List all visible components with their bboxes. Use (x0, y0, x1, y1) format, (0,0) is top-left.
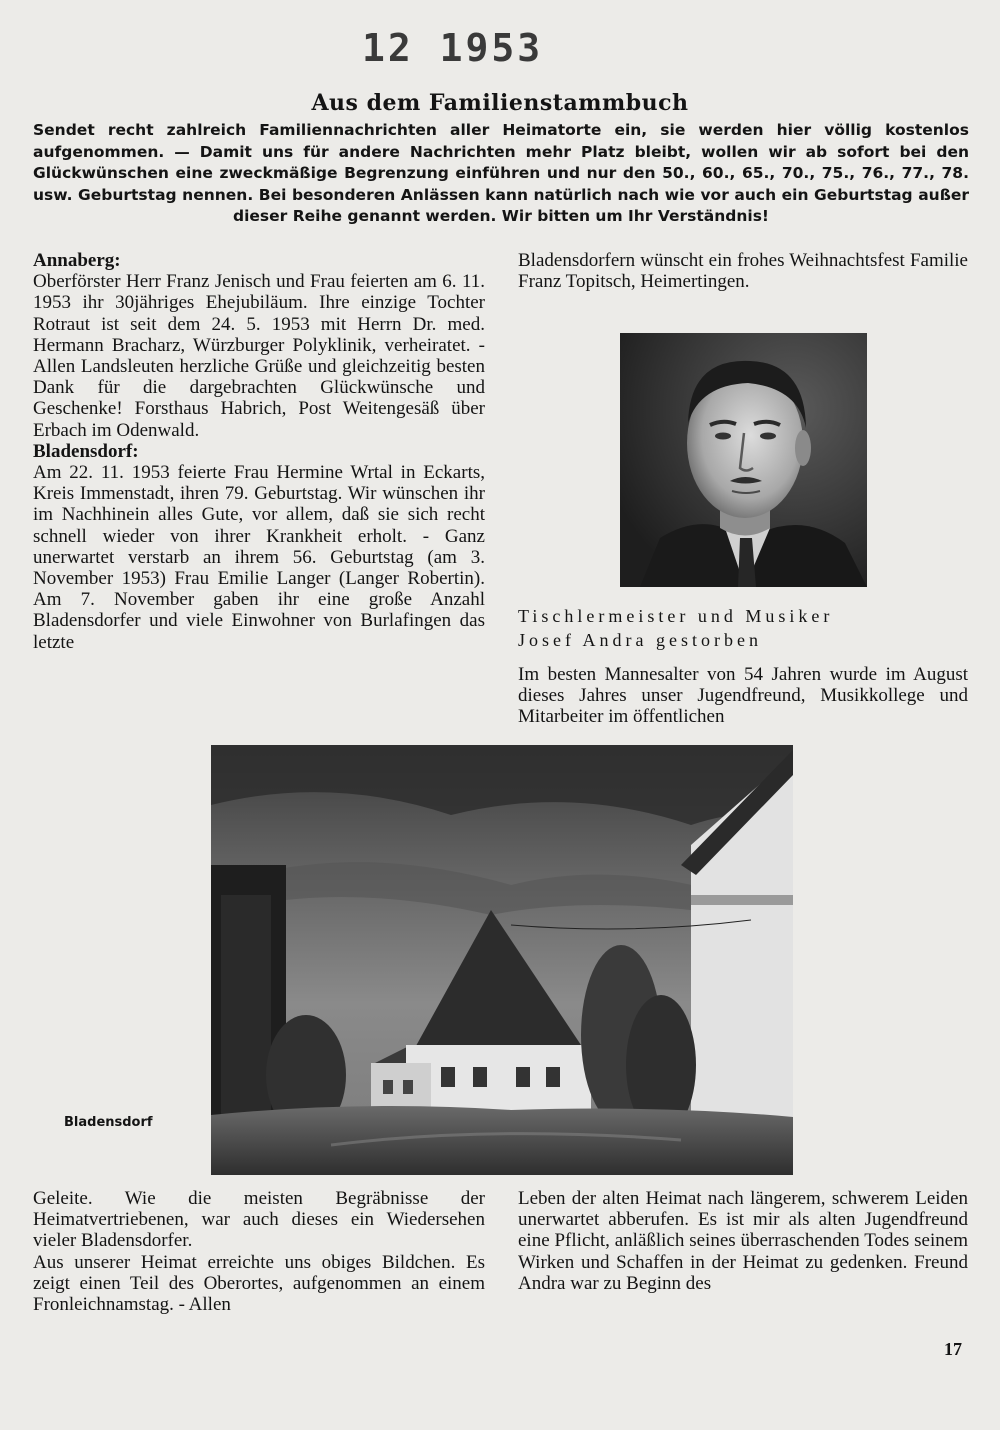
intro-notice: Sendet recht zahlreich Familiennachrichten aller Heimatorte ein, sie werden hier völlig kostenlos aufgenommen. — Damit uns für andere Nachrichten mehr Platz bleibt, wollen wir ab sofort bei den Glückwünschen eine zweckmäßige Begrenzung einführen und nur den 50., 60., 65., 70., 75., 76., 77., 78. usw. Geburtstag nennen. Bei besonderen Anlässen kann natürlich nach wie vor auch ein Geburtstag außer dieser Reihe genannt werden. Wir bitten um Ihr Verständnis! (33, 121, 969, 225)
obituary-text-start (518, 664, 968, 728)
right-column-bottom (518, 1188, 968, 1294)
issue-stamp: 12 1953 (362, 26, 544, 70)
left-column-bottom (33, 1188, 485, 1315)
christmas-greeting-text: Bladensdorfern wünscht ein frohes Weihnachtsfest Familie Franz Topitsch, Heimertingen. (518, 250, 968, 293)
photo-caption: Bladensdorf (64, 1115, 153, 1130)
page-number: 17 (944, 1339, 962, 1359)
section-heading-annaberg: Annaberg: (33, 250, 121, 271)
section-heading-bladensdorf: Bladensdorf: (33, 440, 139, 462)
obituary-text-continued: Leben der alten Heimat nach längerem, schwerem Leiden unerwartet abberufen. Es ist mir als alten Jugendfreund eine Pflicht, anläßlich seines überraschenden Todes seinem Wirken und Schaffen in der Heimat zu gedenken. Freund Andra war zu Beginn des (518, 1188, 968, 1294)
obituary-caption (518, 604, 968, 652)
village-image (211, 745, 793, 1175)
bladensdorf-text-continued: Geleite. Wie die meisten Begräbnisse der Heimatvertriebenen, war auch dieses ein Wiedersehen vieler Bladensdorfer. (33, 1188, 485, 1252)
photo-description-text: Aus unserer Heimat erreichte uns obiges Bildchen. Es zeigt einen Teil des Oberortes, aufgenommen an einem Fronleichnamstag. - Allen (33, 1251, 485, 1316)
right-column-top (518, 250, 968, 292)
obituary-caption-line-1: Tischlermeister und Musiker (518, 606, 834, 626)
annaberg-text: Oberförster Herr Franz Jenisch und Frau feierten am 6. 11. 1953 ihr 30jähriges Ehejubiläum. Ihre einzige Tochter Rotraut ist seit dem 24. 5. 1953 mit Herrn Dr. med. Hermann Bracharz, Würzburger Polyklinik, verheiratet. - Allen Landsleuten herzliche Grüße und gleichzeitig besten Dank für die dargebrachten Glückwünsche und Geschenke! Forsthaus Habrich, Post Weitengesäß über Erbach im Odenwald. (33, 271, 485, 441)
bladensdorf-text: Am 22. 11. 1953 feierte Frau Hermine Wrtal in Eckarts, Kreis Immenstadt, ihren 79. Geburtstag. Wir wünschen ihr im Nachhinein alles Gute, vor allem, daß sie sich recht schnell wieder von ihrer Krankheit erholt. - Ganz unerwartet verstarb an ihrem 56. Geburtstag (am 3. November 1953) Frau Emilie Langer (Langer Robertin). Am 7. November gaben ihr eine große Anzahl Bladensdorfer und viele Einwohner von Burlafingen das letzte (33, 462, 485, 653)
portrait-image (620, 333, 867, 587)
obituary-caption-line-2: Josef Andra gestorben (518, 630, 762, 650)
portrait-photo (620, 333, 867, 587)
obituary-paragraph-start: Im besten Mannesalter von 54 Jahren wurde im August dieses Jahres unser Jugendfreund, Musikkollege und Mitarbeiter im öffentlichen (518, 664, 968, 728)
left-column-top (33, 250, 485, 653)
page-title: Aus dem Familienstammbuch (311, 90, 689, 116)
village-photo (211, 745, 793, 1175)
